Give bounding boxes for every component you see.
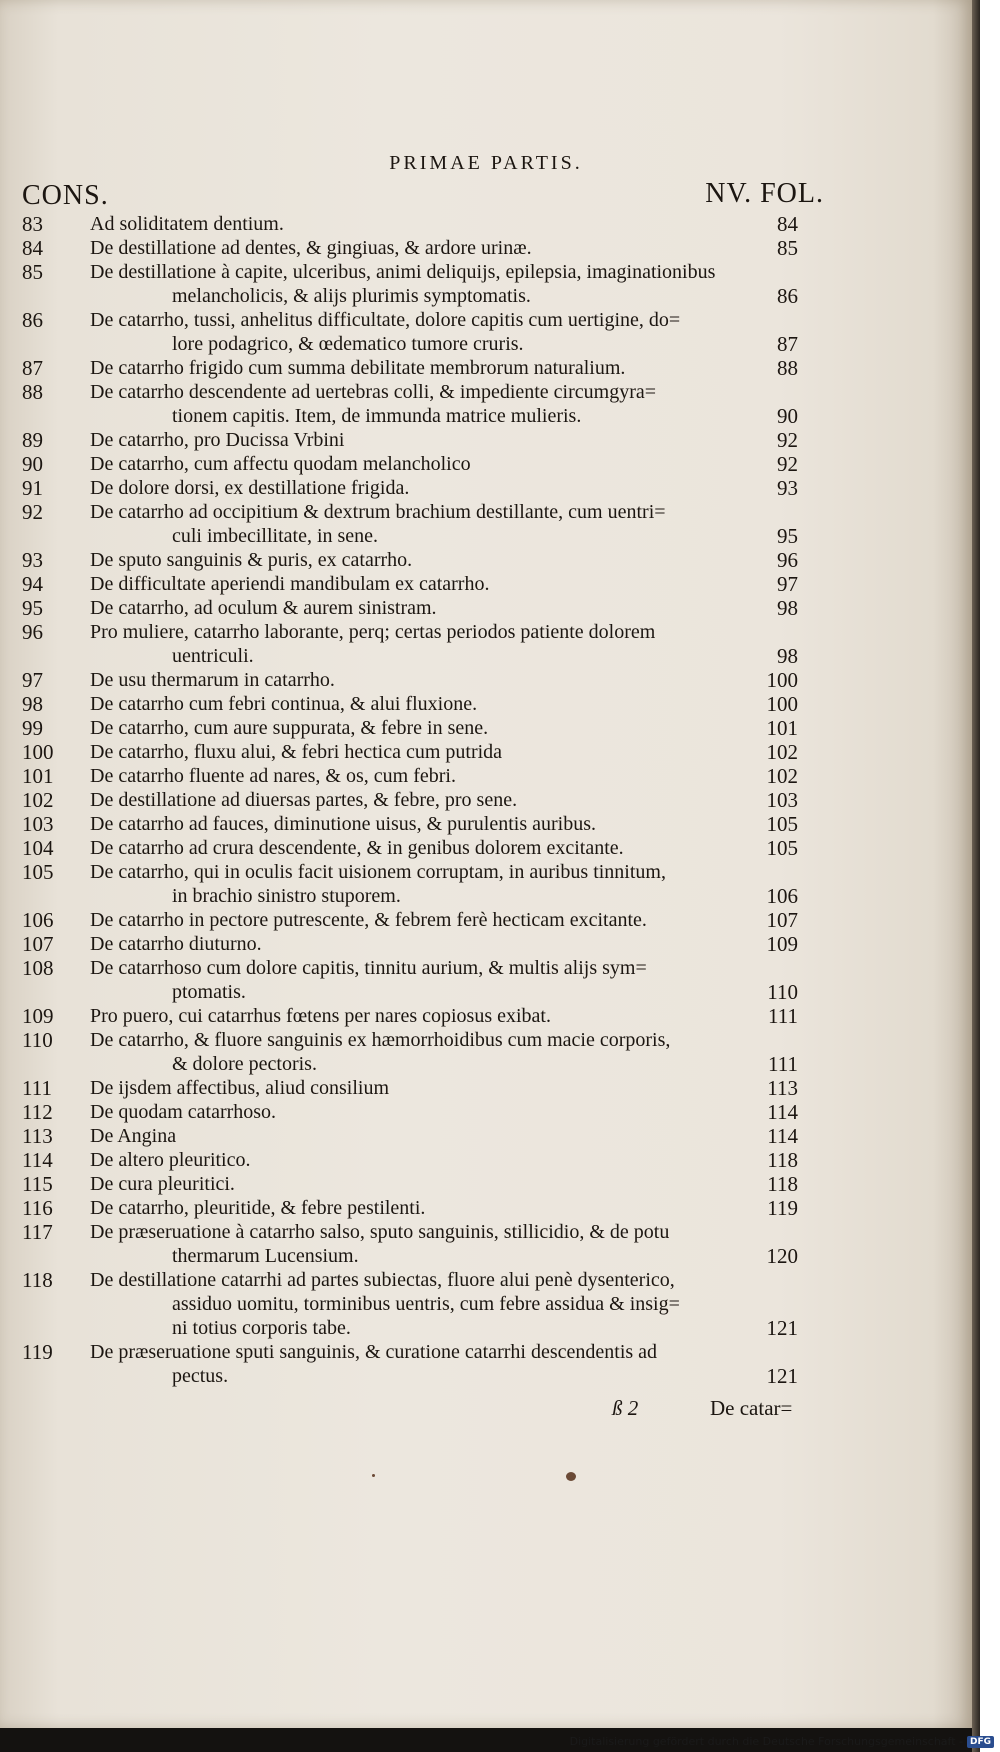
entry-title: [90, 1028, 770, 1076]
consilium-number: 93: [22, 548, 43, 572]
consilium-number: 98: [22, 692, 43, 716]
entry-title-continuation: pectus.: [172, 1365, 229, 1387]
toc-entry: [0, 1124, 972, 1148]
entry-title: [90, 428, 770, 452]
folio-number: 114: [767, 1100, 798, 1124]
consilium-number: 103: [22, 812, 54, 836]
entry-title-line: De catarrho ad fauces, diminutione uisus, & purulentis auribus.: [90, 813, 596, 835]
consilium-number: 96: [22, 620, 43, 644]
toc-entry: [0, 572, 972, 596]
consilium-number: 83: [22, 212, 43, 236]
entry-title: [90, 260, 770, 308]
consilium-number: 100: [22, 740, 54, 764]
entry-title: [90, 1220, 770, 1268]
folio-number: 102: [766, 764, 798, 788]
consilium-number: 104: [22, 836, 54, 860]
folio-number: 103: [766, 788, 798, 812]
entry-title: [90, 1196, 770, 1220]
entry-title-continuation: culi imbecillitate, in sene.: [172, 525, 379, 547]
entry-title-continuation: thermarum Lucensium.: [172, 1245, 359, 1267]
entry-title-continuation: & dolore pectoris.: [172, 1053, 317, 1075]
consilium-number: 94: [22, 572, 43, 596]
entry-title: [90, 764, 770, 788]
entry-title-line: De catarrho descendente ad uertebras colli, & impediente circumgyra=: [90, 381, 657, 403]
entry-title-continuation: ptomatis.: [172, 981, 246, 1003]
toc-entry: [0, 788, 972, 812]
folio-number: 90: [777, 404, 798, 428]
folio-number: 87: [777, 332, 798, 356]
consilium-number: 89: [22, 428, 43, 452]
toc-entry: [0, 668, 972, 692]
entry-title: [90, 452, 770, 476]
toc-entry: [0, 1196, 972, 1220]
entry-title: [90, 1172, 770, 1196]
entry-title-line: De catarrho, cum aure suppurata, & febre in sene.: [90, 717, 489, 739]
folio-number: 114: [767, 1124, 798, 1148]
toc-entry: [0, 932, 972, 956]
consilium-number: 88: [22, 380, 43, 404]
toc-entry: [0, 476, 972, 500]
folio-number: 113: [767, 1076, 798, 1100]
entry-title-line: De catarrho, cum affectu quodam melancholico: [90, 453, 471, 475]
consilium-number: 95: [22, 596, 43, 620]
entry-title-continuation: ni totius corporis tabe.: [172, 1317, 351, 1339]
toc-entry: [0, 1100, 972, 1124]
consilium-number: 111: [22, 1076, 52, 1100]
entry-title: [90, 308, 770, 356]
toc-entry: [0, 356, 972, 380]
entry-title: [90, 932, 770, 956]
entry-title: [90, 1124, 770, 1148]
entry-title-line: Pro muliere, catarrho laborante, perq; certas periodos patiente dolorem: [90, 621, 656, 643]
consilium-number: 118: [22, 1268, 53, 1292]
consilium-number: 110: [22, 1028, 53, 1052]
entry-title: [90, 1148, 770, 1172]
entry-title: [90, 236, 770, 260]
consilium-number: 112: [22, 1100, 53, 1124]
folio-number: 85: [777, 236, 798, 260]
entry-title: [90, 860, 770, 908]
signature-mark: ß 2: [612, 1396, 639, 1420]
consilium-number: 108: [22, 956, 54, 980]
consilium-number: 85: [22, 260, 43, 284]
toc-entry: [0, 1172, 972, 1196]
dfg-logo: DFG: [967, 1736, 994, 1748]
toc-entry: [0, 716, 972, 740]
consilium-number: 115: [22, 1172, 53, 1196]
entry-title-line: De catarrho, qui in oculis facit uisionem corruptam, in auribus tinnitum,: [90, 861, 666, 883]
entry-title-line: De usu thermarum in catarrho.: [90, 669, 335, 691]
entry-title-line: De catarrho diuturno.: [90, 933, 262, 955]
toc-entry: [0, 812, 972, 836]
entry-title-line: De catarrho, fluxu alui, & febri hectica cum putrida: [90, 741, 503, 763]
consilium-number: 90: [22, 452, 43, 476]
entry-title: [90, 788, 770, 812]
entry-title-line: De difficultate aperiendi mandibulam ex catarrho.: [90, 573, 490, 595]
folio-number: 100: [766, 692, 798, 716]
toc-entry: [0, 260, 972, 308]
paper-speck: [566, 1472, 576, 1481]
entry-title: [90, 356, 770, 380]
entry-title-line: De destillatione à capite, ulceribus, animi deliquijs, epilepsia, imaginationibus: [90, 261, 716, 283]
entry-title: [90, 1100, 770, 1124]
entry-title: [90, 956, 770, 1004]
page-edge: [972, 0, 980, 1752]
entry-title-line: De dolore dorsi, ex destillatione frigida.: [90, 477, 410, 499]
consilium-number: 87: [22, 356, 43, 380]
consilium-number: 86: [22, 308, 43, 332]
folio-number: 98: [777, 644, 798, 668]
toc-entry: [0, 1004, 972, 1028]
entry-title-line: De præseruatione sputi sanguinis, & curatione catarrhi descendentis ad: [90, 1341, 658, 1363]
entry-title-line: De catarrho, pro Ducissa Vrbini: [90, 429, 345, 451]
entry-title-line: De catarrho, ad oculum & aurem sinistram.: [90, 597, 437, 619]
toc-entry: [0, 956, 972, 1004]
consilium-number: 114: [22, 1148, 53, 1172]
consilium-number: 91: [22, 476, 43, 500]
entry-title-line: De catarrhoso cum dolore capitis, tinnitu aurium, & multis alijs sym=: [90, 957, 647, 979]
folio-number: 121: [766, 1364, 798, 1388]
entry-title: [90, 836, 770, 860]
toc-entry: [0, 860, 972, 908]
entry-title-line: Pro puero, cui catarrhus fœtens per nares copiosus exibat.: [90, 1005, 551, 1027]
folio-number: 93: [777, 476, 798, 500]
entry-title-line: De destillatione catarrhi ad partes subiectas, fluore alui penè dysenterico,: [90, 1269, 675, 1291]
consilium-column-header: CONS.: [22, 180, 109, 211]
entry-title: [90, 1340, 770, 1388]
consilium-number: 97: [22, 668, 43, 692]
entry-title-line: De altero pleuritico.: [90, 1149, 251, 1171]
folio-number: 95: [777, 524, 798, 548]
toc-entry: [0, 212, 972, 236]
folio-number: 86: [777, 284, 798, 308]
entry-title-line: De catarrho cum febri continua, & alui fluxione.: [90, 693, 478, 715]
entry-title-line: De catarrho ad crura descendente, & in genibus dolorem excitante.: [90, 837, 624, 859]
entry-title: [90, 572, 770, 596]
folio-number: 118: [767, 1172, 798, 1196]
folio-number: 98: [777, 596, 798, 620]
entry-title-line: De destillatione ad diuersas partes, & febre, pro sene.: [90, 789, 518, 811]
entry-title-line: De quodam catarrhoso.: [90, 1101, 277, 1123]
toc-entry: [0, 620, 972, 668]
folio-number: 111: [768, 1004, 798, 1028]
folio-number: 88: [777, 356, 798, 380]
entry-title: [90, 212, 770, 236]
entry-title-continuation: in brachio sinistro stuporem.: [172, 885, 401, 907]
toc-entry: [0, 1220, 972, 1268]
entry-title-line: De cura pleuritici.: [90, 1173, 235, 1195]
consilium-number: 107: [22, 932, 54, 956]
toc-entry: [0, 1268, 972, 1340]
toc-entry: [0, 428, 972, 452]
consilium-number: 84: [22, 236, 43, 260]
paper-speck: [372, 1474, 375, 1477]
entry-title: [90, 620, 770, 668]
entry-title-line: De destillatione ad dentes, & gingiuas, & ardore urinæ.: [90, 237, 532, 259]
folio-number: 107: [766, 908, 798, 932]
entry-title: [90, 548, 770, 572]
digitization-footer: [570, 1735, 994, 1748]
entry-title: [90, 1268, 770, 1340]
entry-title-line: De catarrho fluente ad nares, & os, cum febri.: [90, 765, 456, 787]
folio-number: 121: [766, 1316, 798, 1340]
folio-number: 110: [767, 980, 798, 1004]
folio-number: 105: [766, 812, 798, 836]
consilium-number: 92: [22, 500, 43, 524]
entry-title: [90, 476, 770, 500]
consilium-number: 101: [22, 764, 54, 788]
entry-title-line: Ad soliditatem dentium.: [90, 213, 284, 235]
entry-title-line: De catarrho frigido cum summa debilitate membrorum naturalium.: [90, 357, 626, 379]
toc-entry: [0, 1340, 972, 1388]
folio-number: 106: [766, 884, 798, 908]
entry-title: [90, 1076, 770, 1100]
folio-number: 119: [767, 1196, 798, 1220]
toc-entry: [0, 764, 972, 788]
entry-title: [90, 812, 770, 836]
toc-entry: [0, 596, 972, 620]
toc-entry: [0, 548, 972, 572]
folio-number: 96: [777, 548, 798, 572]
folio-number: 84: [777, 212, 798, 236]
entry-title: [90, 668, 770, 692]
entry-title-line: De ijsdem affectibus, aliud consilium: [90, 1077, 390, 1099]
consilium-number: 113: [22, 1124, 53, 1148]
consilium-number: 106: [22, 908, 54, 932]
toc-entry: [0, 452, 972, 476]
consilium-number: 102: [22, 788, 54, 812]
toc-entry: [0, 836, 972, 860]
consilium-number: 99: [22, 716, 43, 740]
toc-entry: [0, 908, 972, 932]
entry-title-continuation: melancholicis, & alijs plurimis symptomatis.: [172, 285, 531, 307]
entry-title-continuation: uentriculi.: [172, 645, 254, 667]
toc-entry: [0, 1076, 972, 1100]
running-head: PRIMAE PARTIS.: [389, 152, 583, 174]
entry-title: [90, 380, 770, 428]
entry-title-line: De catarrho, pleuritide, & febre pestilenti.: [90, 1197, 426, 1219]
toc-entry: [0, 236, 972, 260]
toc-entry: [0, 1028, 972, 1076]
footer-text: Digitalisierung gefördert durch die Deutsche Forschungsgemeinschaft -: [569, 1735, 963, 1748]
folio-number: 101: [766, 716, 798, 740]
entry-title-continuation: lore podagrico, & œdematico tumore cruris.: [172, 333, 524, 355]
toc-entry: [0, 380, 972, 428]
toc-entry: [0, 692, 972, 716]
consilium-number: 116: [22, 1196, 53, 1220]
entry-title: [90, 740, 770, 764]
consilium-number: 105: [22, 860, 54, 884]
entry-title: [90, 1004, 770, 1028]
folio-number: 120: [766, 1244, 798, 1268]
entry-title-continuation: assiduo uomitu, torminibus uentris, cum febre assidua & insig=: [172, 1293, 680, 1315]
folio-number: 105: [766, 836, 798, 860]
entry-title: [90, 596, 770, 620]
toc-entry: [0, 1148, 972, 1172]
entry-title-line: De catarrho, & fluore sanguinis ex hæmorrhoidibus cum macie corporis,: [90, 1029, 671, 1051]
folio-number: 111: [768, 1052, 798, 1076]
folio-number: 118: [767, 1148, 798, 1172]
folio-number: 102: [766, 740, 798, 764]
entry-title: [90, 692, 770, 716]
entry-title-continuation: tionem capitis. Item, de immunda matrice mulieris.: [172, 405, 582, 427]
entry-title: [90, 716, 770, 740]
consilium-number: 117: [22, 1220, 53, 1244]
entry-title-line: De catarrho in pectore putrescente, & febrem ferè hecticam excitante.: [90, 909, 647, 931]
catchword: De catar=: [710, 1396, 793, 1420]
entry-title: [90, 908, 770, 932]
entry-title-line: De præseruatione à catarrho salso, sputo sanguinis, stillicidio, & de potu: [90, 1221, 670, 1243]
toc-entry: [0, 740, 972, 764]
entry-title-line: De sputo sanguinis & puris, ex catarrho.: [90, 549, 413, 571]
folio-number: 92: [777, 452, 798, 476]
folio-number: 100: [766, 668, 798, 692]
consilium-number: 119: [22, 1340, 53, 1364]
entry-title-line: De catarrho ad occipitium & dextrum brachium destillante, cum uentri=: [90, 501, 666, 523]
entry-title: [90, 500, 770, 548]
toc-entry: [0, 500, 972, 548]
entry-title-line: De catarrho, tussi, anhelitus difficultate, dolore capitis cum uertigine, do=: [90, 309, 681, 331]
consilium-number: 109: [22, 1004, 54, 1028]
entry-title-line: De Angina: [90, 1125, 177, 1147]
folio-column-header: NV. FOL.: [705, 178, 824, 209]
folio-number: 97: [777, 572, 798, 596]
folio-number: 92: [777, 428, 798, 452]
folio-number: 109: [766, 932, 798, 956]
toc-entry: [0, 308, 972, 356]
